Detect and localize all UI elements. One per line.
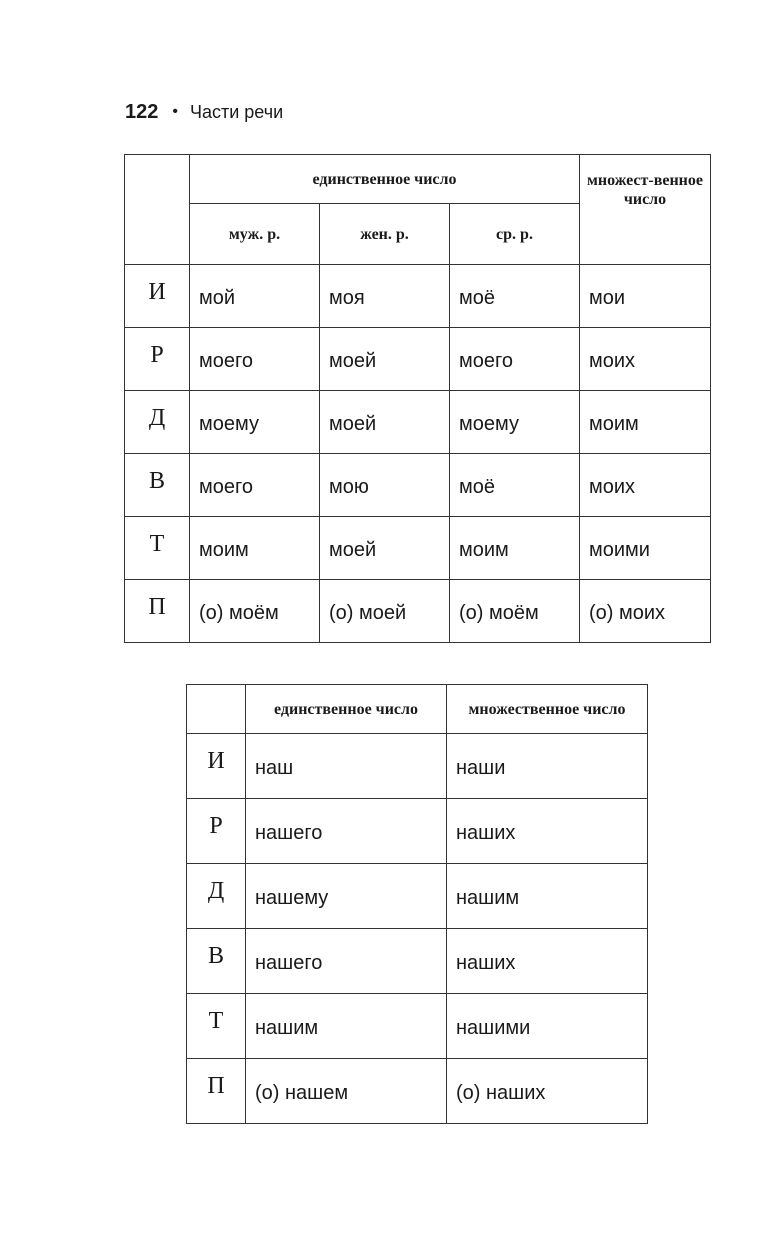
form-neuter: моим xyxy=(450,517,580,580)
form-singular: нашего xyxy=(246,799,447,864)
form-feminine: моей xyxy=(320,391,450,454)
form-plural: моих xyxy=(580,328,711,391)
form-feminine: моей xyxy=(320,328,450,391)
form-plural: (о) моих xyxy=(580,580,711,643)
masculine-header: муж. р. xyxy=(190,204,320,265)
form-neuter: (о) моём xyxy=(450,580,580,643)
form-feminine: (о) моей xyxy=(320,580,450,643)
table-row xyxy=(187,1059,648,1124)
form-feminine: мою xyxy=(320,454,450,517)
form-plural: мои xyxy=(580,265,711,328)
form-plural: наших xyxy=(447,799,648,864)
section-title: Части речи xyxy=(189,101,284,122)
table-row xyxy=(125,517,711,580)
case-label: В xyxy=(187,929,246,994)
case-label: Д xyxy=(187,864,246,929)
form-neuter: моё xyxy=(450,454,580,517)
table-row xyxy=(125,454,711,517)
bullet-separator: • xyxy=(172,103,178,120)
table-row xyxy=(125,391,711,454)
form-plural: (о) наших xyxy=(447,1059,648,1124)
page-header xyxy=(125,98,283,126)
case-label: И xyxy=(187,734,246,799)
empty-corner-cell xyxy=(125,155,190,265)
declension-table-nash xyxy=(186,684,648,1124)
form-neuter: моего xyxy=(450,328,580,391)
form-singular: нашему xyxy=(246,864,447,929)
table-row xyxy=(125,580,711,643)
form-plural: наших xyxy=(447,929,648,994)
declension-table-moy xyxy=(124,154,711,643)
form-plural: моих xyxy=(580,454,711,517)
case-label: Т xyxy=(125,517,190,580)
form-singular: нашего xyxy=(246,929,447,994)
form-neuter: моё xyxy=(450,265,580,328)
table-row xyxy=(187,994,648,1059)
case-label: П xyxy=(125,580,190,643)
table-row xyxy=(125,328,711,391)
case-label: Р xyxy=(187,799,246,864)
table-row xyxy=(187,929,648,994)
form-masculine: моим xyxy=(190,517,320,580)
feminine-header: жен. р. xyxy=(320,204,450,265)
table-row xyxy=(187,734,648,799)
table-row xyxy=(187,864,648,929)
singular-header: единственное число xyxy=(246,685,447,734)
form-feminine: моя xyxy=(320,265,450,328)
form-masculine: (о) моём xyxy=(190,580,320,643)
case-label: Д xyxy=(125,391,190,454)
table-row xyxy=(187,799,648,864)
neuter-header: ср. р. xyxy=(450,204,580,265)
case-label: В xyxy=(125,454,190,517)
table-header-row xyxy=(187,685,648,734)
case-label: П xyxy=(187,1059,246,1124)
form-masculine: моего xyxy=(190,454,320,517)
form-plural: наши xyxy=(447,734,648,799)
form-masculine: мой xyxy=(190,265,320,328)
case-label: И xyxy=(125,265,190,328)
case-label: Т xyxy=(187,994,246,1059)
form-singular: (о) нашем xyxy=(246,1059,447,1124)
page-number: 122 xyxy=(125,100,159,123)
plural-header: множест-венное число xyxy=(580,155,711,265)
empty-corner-cell xyxy=(187,685,246,734)
form-masculine: моему xyxy=(190,391,320,454)
form-neuter: моему xyxy=(450,391,580,454)
form-plural: моим xyxy=(580,391,711,454)
plural-header: множественное число xyxy=(447,685,648,734)
form-feminine: моей xyxy=(320,517,450,580)
form-plural: нашими xyxy=(447,994,648,1059)
form-masculine: моего xyxy=(190,328,320,391)
table-header-row xyxy=(125,155,711,204)
form-singular: нашим xyxy=(246,994,447,1059)
form-plural: моими xyxy=(580,517,711,580)
form-plural: нашим xyxy=(447,864,648,929)
form-singular: наш xyxy=(246,734,447,799)
table-row xyxy=(125,265,711,328)
singular-header: единственное число xyxy=(190,155,580,204)
case-label: Р xyxy=(125,328,190,391)
